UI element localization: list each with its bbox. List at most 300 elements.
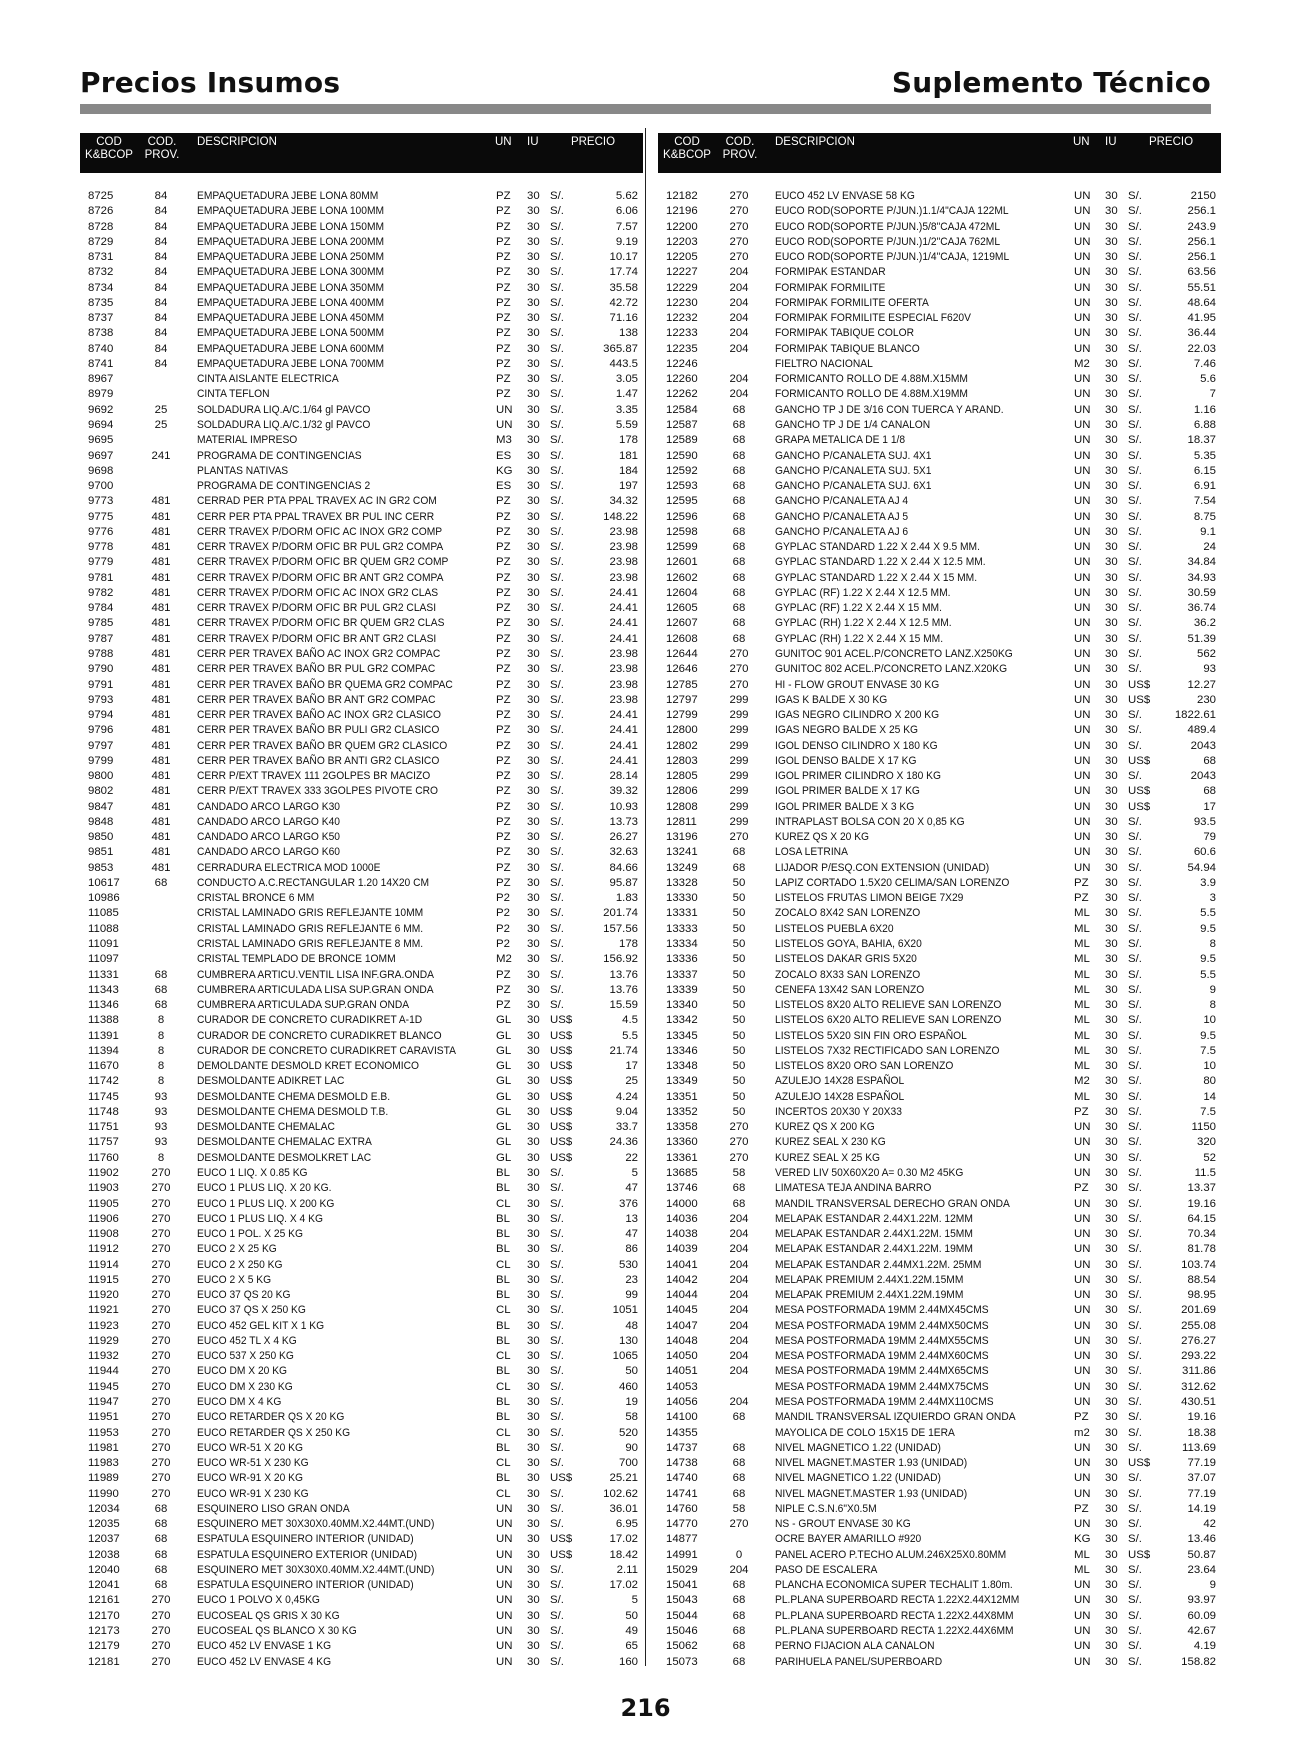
table-row	[80, 708, 643, 723]
table-row	[658, 1135, 1221, 1150]
cell-description: GYPLAC (RH) 1.22 X 2.44 X 12.5 MM.	[775, 617, 952, 630]
cell-cod-prov: 270	[729, 678, 749, 691]
cell-price: 14.19	[1187, 1502, 1216, 1515]
table-row	[80, 326, 643, 341]
cell-cod-prov: 299	[729, 724, 749, 737]
cell-price: 17.74	[609, 266, 638, 279]
cell-price: 41.95	[1187, 312, 1216, 325]
table-row	[658, 403, 1221, 418]
cell-cod-prov: 25	[154, 418, 168, 431]
cell-cod-prov: 68	[732, 1655, 746, 1668]
table-row	[658, 922, 1221, 937]
cell-cod-prov: 93	[154, 1136, 168, 1149]
cell-cod: 9700	[88, 480, 114, 493]
cell-currency: S/.	[550, 418, 564, 431]
cell-description: DESMOLDANTE ADIKRET LAC	[197, 1075, 345, 1088]
cell-iu: 30	[527, 1182, 540, 1195]
cell-unit: UN	[1074, 373, 1091, 386]
cell-cod-prov: 481	[151, 709, 171, 722]
table-row	[80, 754, 643, 769]
cell-description: DEMOLDANTE DESMOLD KRET ECONOMICO	[197, 1060, 419, 1073]
table-row	[80, 250, 643, 265]
cell-unit: PZ	[496, 342, 511, 355]
cell-cod-prov: 84	[154, 251, 168, 264]
cell-description: KUREZ SEAL X 25 KG	[775, 1151, 881, 1164]
cell-cod-prov: 270	[151, 1655, 171, 1668]
cell-description: MESA POSTFORMADA 19MM 2.44MX75CMS	[775, 1380, 989, 1393]
cell-description: GYPLAC (RH) 1.22 X 2.44 X 15 MM.	[775, 632, 944, 645]
table-row	[658, 265, 1221, 280]
cell-currency: S/.	[1128, 1273, 1142, 1286]
cell-cod: 9799	[88, 754, 114, 767]
cell-cod-prov: 50	[732, 1044, 746, 1057]
cell-description: PARIHUELA PANEL/SUPERBOARD	[775, 1655, 943, 1668]
cell-iu: 30	[1105, 876, 1118, 889]
cell-cod: 8729	[88, 235, 114, 248]
table-row	[658, 891, 1221, 906]
cell-price: 3.05	[615, 373, 638, 386]
table-row	[658, 1166, 1221, 1181]
cell-cod: 14048	[666, 1334, 698, 1347]
cell-iu: 30	[1105, 1121, 1118, 1134]
cell-price: 36.01	[609, 1502, 638, 1515]
cell-price: 5.62	[615, 190, 638, 202]
cell-description: EUCO 1 PLUS LIQ. X 200 KG	[197, 1197, 335, 1210]
cell-unit: UN	[1074, 1258, 1091, 1271]
cell-description: CERR P/EXT TRAVEX 333 3GOLPES PIVOTE CRO	[197, 785, 439, 798]
cell-unit: UN	[496, 1655, 513, 1668]
cell-price: 365.87	[603, 342, 638, 355]
cell-unit: P2	[496, 922, 510, 935]
cell-currency: S/.	[1128, 1228, 1142, 1241]
cell-unit: UN	[1074, 342, 1091, 355]
cell-price: 7.5	[1200, 1105, 1216, 1118]
table-row	[80, 784, 643, 799]
cell-currency: S/.	[550, 1411, 564, 1424]
cell-currency: S/.	[1128, 1167, 1142, 1179]
cell-cod-prov: 84	[154, 281, 168, 294]
cell-currency: S/.	[1128, 1655, 1142, 1668]
cell-cod-prov: 68	[732, 586, 746, 599]
cell-unit: UN	[1074, 220, 1091, 233]
cell-currency: S/.	[1128, 1151, 1142, 1164]
cell-description: NIVEL MAGNETICO 1.22 (UNIDAD)	[775, 1472, 941, 1485]
cell-price: 12.27	[1187, 678, 1216, 691]
cell-cod-prov: 270	[729, 1151, 749, 1164]
cell-description: EUCO 537 X 250 KG	[197, 1350, 294, 1363]
cell-unit: UN	[496, 1502, 513, 1515]
cell-unit: UN	[1074, 556, 1091, 569]
cell-cod: 13349	[666, 1075, 698, 1088]
cell-iu: 30	[1105, 922, 1118, 935]
cell-price: 24.41	[609, 754, 638, 767]
cell-description: NIVEL MAGNETICO 1.22 (UNIDAD)	[775, 1441, 941, 1454]
cell-price: 86	[625, 1243, 638, 1256]
cell-price: 5.35	[1193, 449, 1216, 462]
cell-cod: 13330	[666, 892, 698, 905]
table-row	[658, 1517, 1221, 1532]
cell-currency: S/.	[1128, 1319, 1142, 1332]
cell-description: PERNO FIJACION ALA CANALON	[775, 1640, 935, 1653]
cell-currency: S/.	[1128, 1075, 1142, 1088]
cell-cod: 12205	[666, 251, 698, 264]
header-precio: PRECIO	[570, 136, 616, 148]
cell-cod-prov: 481	[151, 770, 171, 783]
cell-currency: S/.	[1128, 1487, 1142, 1500]
cell-cod-prov: 270	[729, 1518, 749, 1531]
cell-unit: UN	[1074, 1228, 1091, 1241]
cell-currency: S/.	[550, 922, 564, 935]
cell-description: GANCHO P/CANALETA SUJ. 5X1	[775, 464, 932, 477]
cell-unit: M3	[496, 434, 512, 447]
header-desc: DESCRIPCION	[197, 136, 277, 148]
cell-iu: 30	[527, 251, 540, 264]
cell-unit: UN	[496, 1548, 513, 1561]
cell-cod-prov: 84	[154, 266, 168, 279]
cell-cod: 11748	[88, 1105, 119, 1118]
table-row	[80, 1258, 643, 1273]
cell-cod-prov: 50	[732, 938, 746, 951]
cell-currency: S/.	[550, 1655, 564, 1668]
table-row	[80, 1471, 643, 1486]
table-row	[80, 510, 643, 525]
cell-cod: 13331	[666, 907, 698, 920]
cell-iu: 30	[1105, 1472, 1118, 1485]
cell-currency: S/.	[550, 480, 564, 493]
cell-cod-prov: 84	[154, 312, 168, 325]
cell-cod-prov: 58	[732, 1167, 746, 1179]
cell-unit: PZ	[496, 312, 511, 325]
cell-iu: 30	[527, 434, 540, 447]
cell-unit: CL	[496, 1380, 511, 1393]
cell-cod-prov: 50	[732, 876, 746, 889]
cell-cod-prov: 270	[151, 1411, 171, 1424]
cell-unit: UN	[496, 403, 513, 416]
table-row	[80, 723, 643, 738]
cell-cod: 9781	[88, 571, 114, 584]
cell-description: EUCO 1 PLUS LIQ. X 4 KG	[197, 1212, 323, 1225]
cell-iu: 30	[527, 724, 540, 737]
cell-currency: S/.	[1128, 846, 1142, 859]
cell-unit: UN	[1074, 1197, 1091, 1210]
table-row	[658, 906, 1221, 921]
cell-cod-prov: 68	[732, 846, 746, 859]
cell-description: EUCOSEAL QS GRIS X 30 KG	[197, 1609, 340, 1622]
cell-unit: UN	[1074, 1273, 1091, 1286]
cell-currency: S/.	[550, 266, 564, 279]
cell-unit: ML	[1074, 1563, 1090, 1576]
cell-unit: BL	[496, 1472, 510, 1485]
cell-currency: S/.	[550, 1609, 564, 1622]
cell-cod: 10617	[88, 876, 120, 889]
cell-iu: 30	[527, 831, 540, 844]
cell-description: FORMIPAK FORMILITE OFERTA	[775, 296, 929, 309]
cell-description: EUCO DM X 4 KG	[197, 1395, 282, 1408]
cell-iu: 30	[527, 235, 540, 248]
table-row	[658, 1319, 1221, 1334]
cell-cod-prov: 68	[732, 418, 746, 431]
cell-unit: UN	[496, 1594, 513, 1607]
cell-cod: 13337	[666, 968, 698, 981]
cell-cod-prov: 68	[732, 1609, 746, 1622]
cell-cod: 11947	[88, 1395, 119, 1408]
cell-cod: 11903	[88, 1182, 119, 1195]
cell-iu: 30	[1105, 1518, 1118, 1531]
cell-currency: S/.	[1128, 983, 1142, 996]
cell-iu: 30	[527, 1167, 540, 1179]
cell-iu: 30	[527, 357, 540, 370]
cell-cod-prov: 241	[151, 449, 171, 462]
cell-cod: 12589	[666, 434, 698, 447]
cell-unit: PZ	[496, 800, 511, 813]
cell-unit: UN	[1074, 647, 1091, 660]
cell-cod: 8731	[88, 251, 114, 264]
cell-cod-prov: 270	[729, 663, 749, 676]
table-row	[658, 357, 1221, 372]
cell-price: 33.7	[615, 1121, 638, 1134]
cell-iu: 30	[1105, 846, 1118, 859]
cell-cod: 12590	[666, 449, 698, 462]
cell-description: EUCOSEAL QS BLANCO X 30 KG	[197, 1624, 357, 1637]
table-row	[658, 601, 1221, 616]
cell-price: 51.39	[1187, 632, 1216, 645]
cell-currency: S/.	[550, 434, 564, 447]
cell-iu: 30	[1105, 1487, 1118, 1500]
cell-iu: 30	[1105, 1105, 1118, 1118]
cell-iu: 30	[1105, 968, 1118, 981]
cell-description: EUCO RETARDER QS X 250 KG	[197, 1426, 351, 1439]
cell-price: 95.87	[609, 876, 638, 889]
cell-cod-prov: 204	[729, 281, 749, 294]
cell-iu: 30	[1105, 1548, 1118, 1561]
cell-iu: 30	[1105, 251, 1118, 264]
cell-price: 28.14	[609, 770, 638, 783]
cell-currency: S/.	[550, 1365, 564, 1378]
cell-price: 7.57	[615, 220, 638, 233]
cell-cod-prov: 93	[154, 1121, 168, 1134]
cell-price: 6.88	[1193, 418, 1216, 431]
cell-iu: 30	[527, 1105, 540, 1118]
cell-price: 17.02	[609, 1533, 638, 1546]
cell-description: GANCHO TP J DE 3/16 CON TUERCA Y ARAND.	[775, 403, 1004, 416]
table-row	[658, 1258, 1221, 1273]
cell-price: 6.95	[615, 1518, 638, 1531]
cell-price: 58	[625, 1411, 638, 1424]
cell-description: CERR PER TRAVEX BAÑO BR PULI GR2 CLASICO	[197, 724, 440, 737]
cell-description: IGAS NEGRO BALDE X 25 KG	[775, 724, 919, 737]
cell-cod: 9694	[88, 418, 114, 431]
cell-cod: 11085	[88, 907, 119, 920]
cell-price: 138	[618, 327, 638, 340]
cell-cod-prov: 270	[151, 1609, 171, 1622]
table-row	[658, 1242, 1221, 1257]
cell-iu: 30	[527, 464, 540, 477]
cell-price: 22.03	[1187, 342, 1216, 355]
table-row	[80, 662, 643, 677]
cell-currency: US$	[550, 1472, 573, 1485]
table-row	[80, 1593, 643, 1608]
cell-cod-prov: 25	[154, 403, 168, 416]
cell-currency: S/.	[1128, 1182, 1142, 1195]
cell-description: CINTA TEFLON	[197, 388, 270, 401]
cell-currency: US$	[1128, 800, 1151, 813]
cell-description: GYPLAC STANDARD 1.22 X 2.44 X 9.5 MM.	[775, 541, 980, 554]
cell-cod-prov: 270	[151, 1640, 171, 1653]
table-row	[658, 1151, 1221, 1166]
cell-cod: 11670	[88, 1060, 119, 1073]
cell-cod: 15041	[666, 1579, 698, 1592]
cell-cod: 9784	[88, 602, 114, 615]
table-row	[658, 220, 1221, 235]
cell-cod: 11920	[88, 1289, 119, 1302]
cell-currency: S/.	[550, 876, 564, 889]
cell-price: 489.4	[1187, 724, 1216, 737]
cell-iu: 30	[527, 999, 540, 1012]
cell-currency: S/.	[1128, 1243, 1142, 1256]
cell-currency: S/.	[550, 1334, 564, 1347]
cell-iu: 30	[1105, 281, 1118, 294]
cell-cod: 12246	[666, 357, 698, 370]
cell-cod: 9802	[88, 785, 114, 798]
cell-cod: 13342	[666, 1014, 698, 1027]
cell-description: EUCO 1 POLVO X 0,45KG	[197, 1594, 320, 1607]
cell-cod: 12037	[88, 1533, 120, 1546]
cell-description: MELAPAK PREMIUM 2.44X1.22M.15MM	[775, 1273, 964, 1286]
cell-iu: 30	[527, 1579, 540, 1592]
cell-currency: S/.	[550, 1563, 564, 1576]
cell-unit: PZ	[1074, 892, 1089, 905]
table-row	[658, 723, 1221, 738]
table-row	[80, 235, 643, 250]
cell-iu: 30	[1105, 571, 1118, 584]
table-row	[80, 830, 643, 845]
cell-price: 24.41	[609, 586, 638, 599]
cell-cod-prov: 270	[151, 1487, 171, 1500]
cell-currency: S/.	[550, 785, 564, 798]
cell-cod: 13351	[666, 1090, 698, 1103]
cell-iu: 30	[1105, 586, 1118, 599]
cell-price: 6.91	[1193, 480, 1216, 493]
cell-cod: 13360	[666, 1136, 698, 1149]
cell-cod-prov: 299	[729, 815, 749, 828]
cell-price: 9.04	[615, 1105, 638, 1118]
cell-description: EUCO RETARDER QS X 20 KG	[197, 1411, 345, 1424]
cell-description: CERR P/EXT TRAVEX 111 2GOLPES BR MACIZO	[197, 770, 431, 783]
cell-price: 18.38	[1187, 1426, 1216, 1439]
cell-description: MESA POSTFORMADA 19MM 2.44MX50CMS	[775, 1319, 989, 1332]
cell-price: 90	[625, 1441, 638, 1454]
cell-unit: UN	[496, 1579, 513, 1592]
cell-cod: 9791	[88, 678, 114, 691]
cell-description: DESMOLDANTE CHEMALAC EXTRA	[197, 1136, 372, 1149]
cell-description: LISTELOS 7X32 RECTIFICADO SAN LORENZO	[775, 1044, 1000, 1057]
table-row	[80, 952, 643, 967]
cell-unit: UN	[1074, 1655, 1091, 1668]
cell-cod: 8725	[88, 190, 114, 202]
cell-iu: 30	[527, 1395, 540, 1408]
cell-iu: 30	[1105, 1273, 1118, 1286]
cell-description: EMPAQUETADURA JEBE LONA 80MM	[197, 190, 379, 202]
cell-cod: 11343	[88, 983, 119, 996]
table-row	[80, 555, 643, 570]
table-row	[80, 876, 643, 891]
cell-price: 10.93	[609, 800, 638, 813]
cell-cod: 12644	[666, 647, 698, 660]
cell-currency: S/.	[1128, 1395, 1142, 1408]
table-row	[658, 418, 1221, 433]
cell-cod: 9787	[88, 632, 114, 645]
cell-price: 19	[625, 1395, 638, 1408]
table-row	[658, 647, 1221, 662]
header-cod-prov: COD. PROV.	[144, 136, 180, 161]
cell-description: MATERIAL IMPRESO	[197, 434, 298, 447]
cell-currency: S/.	[550, 770, 564, 783]
cell-description: CERRAD PER PTA PPAL TRAVEX AC IN GR2 COM	[197, 495, 437, 508]
cell-currency: S/.	[1128, 1411, 1142, 1424]
cell-cod: 12646	[666, 663, 698, 676]
cell-currency: S/.	[1128, 1640, 1142, 1653]
cell-description: LIMATESA TEJA ANDINA BARRO	[775, 1182, 932, 1195]
table-row	[658, 235, 1221, 250]
cell-currency: S/.	[1128, 357, 1142, 370]
cell-description: CERR TRAVEX P/DORM OFIC BR PUL GR2 COMPA	[197, 541, 444, 554]
cell-currency: S/.	[550, 220, 564, 233]
table-row	[80, 433, 643, 448]
cell-cod-prov: 50	[732, 983, 746, 996]
cell-unit: BL	[496, 1212, 510, 1225]
table-row	[80, 1380, 643, 1395]
table-row	[80, 1426, 643, 1441]
cell-cod: 12230	[666, 296, 698, 309]
cell-currency: S/.	[550, 1380, 564, 1393]
cell-unit: P2	[496, 907, 510, 920]
table-row	[80, 922, 643, 937]
cell-description: PANEL ACERO P.TECHO ALUM.246X25X0.80MM	[775, 1548, 1007, 1561]
cell-unit: PZ	[496, 632, 511, 645]
cell-price: 17	[625, 1060, 638, 1073]
cell-unit: PZ	[496, 861, 511, 874]
cell-cod-prov: 8	[157, 1044, 165, 1057]
cell-currency: S/.	[550, 235, 564, 248]
cell-unit: PZ	[1074, 1502, 1089, 1515]
cell-currency: S/.	[1128, 647, 1142, 660]
cell-cod: 8738	[88, 327, 114, 340]
cell-cod: 12797	[666, 693, 698, 706]
cell-price: 255.08	[1181, 1319, 1216, 1332]
cell-iu: 30	[527, 418, 540, 431]
cell-iu: 30	[527, 1197, 540, 1210]
cell-unit: UN	[1074, 1350, 1091, 1363]
cell-unit: UN	[1074, 1212, 1091, 1225]
cell-unit: BL	[496, 1228, 510, 1241]
cell-cod: 15029	[666, 1563, 698, 1576]
cell-unit: ES	[496, 449, 512, 462]
cell-price: 13	[625, 1212, 638, 1225]
cell-price: 42.72	[609, 296, 638, 309]
table-row	[658, 525, 1221, 540]
cell-cod: 9790	[88, 663, 114, 676]
cell-unit: UN	[1074, 418, 1091, 431]
cell-currency: S/.	[550, 1518, 564, 1531]
cell-iu: 30	[527, 1548, 540, 1561]
cell-cod: 14036	[666, 1212, 698, 1225]
cell-unit: UN	[1074, 464, 1091, 477]
cell-cod-prov: 50	[732, 999, 746, 1012]
table-row	[658, 433, 1221, 448]
cell-cod-prov: 8	[157, 1151, 165, 1164]
cell-price: 4.5	[622, 1014, 638, 1027]
cell-iu: 30	[1105, 1395, 1118, 1408]
